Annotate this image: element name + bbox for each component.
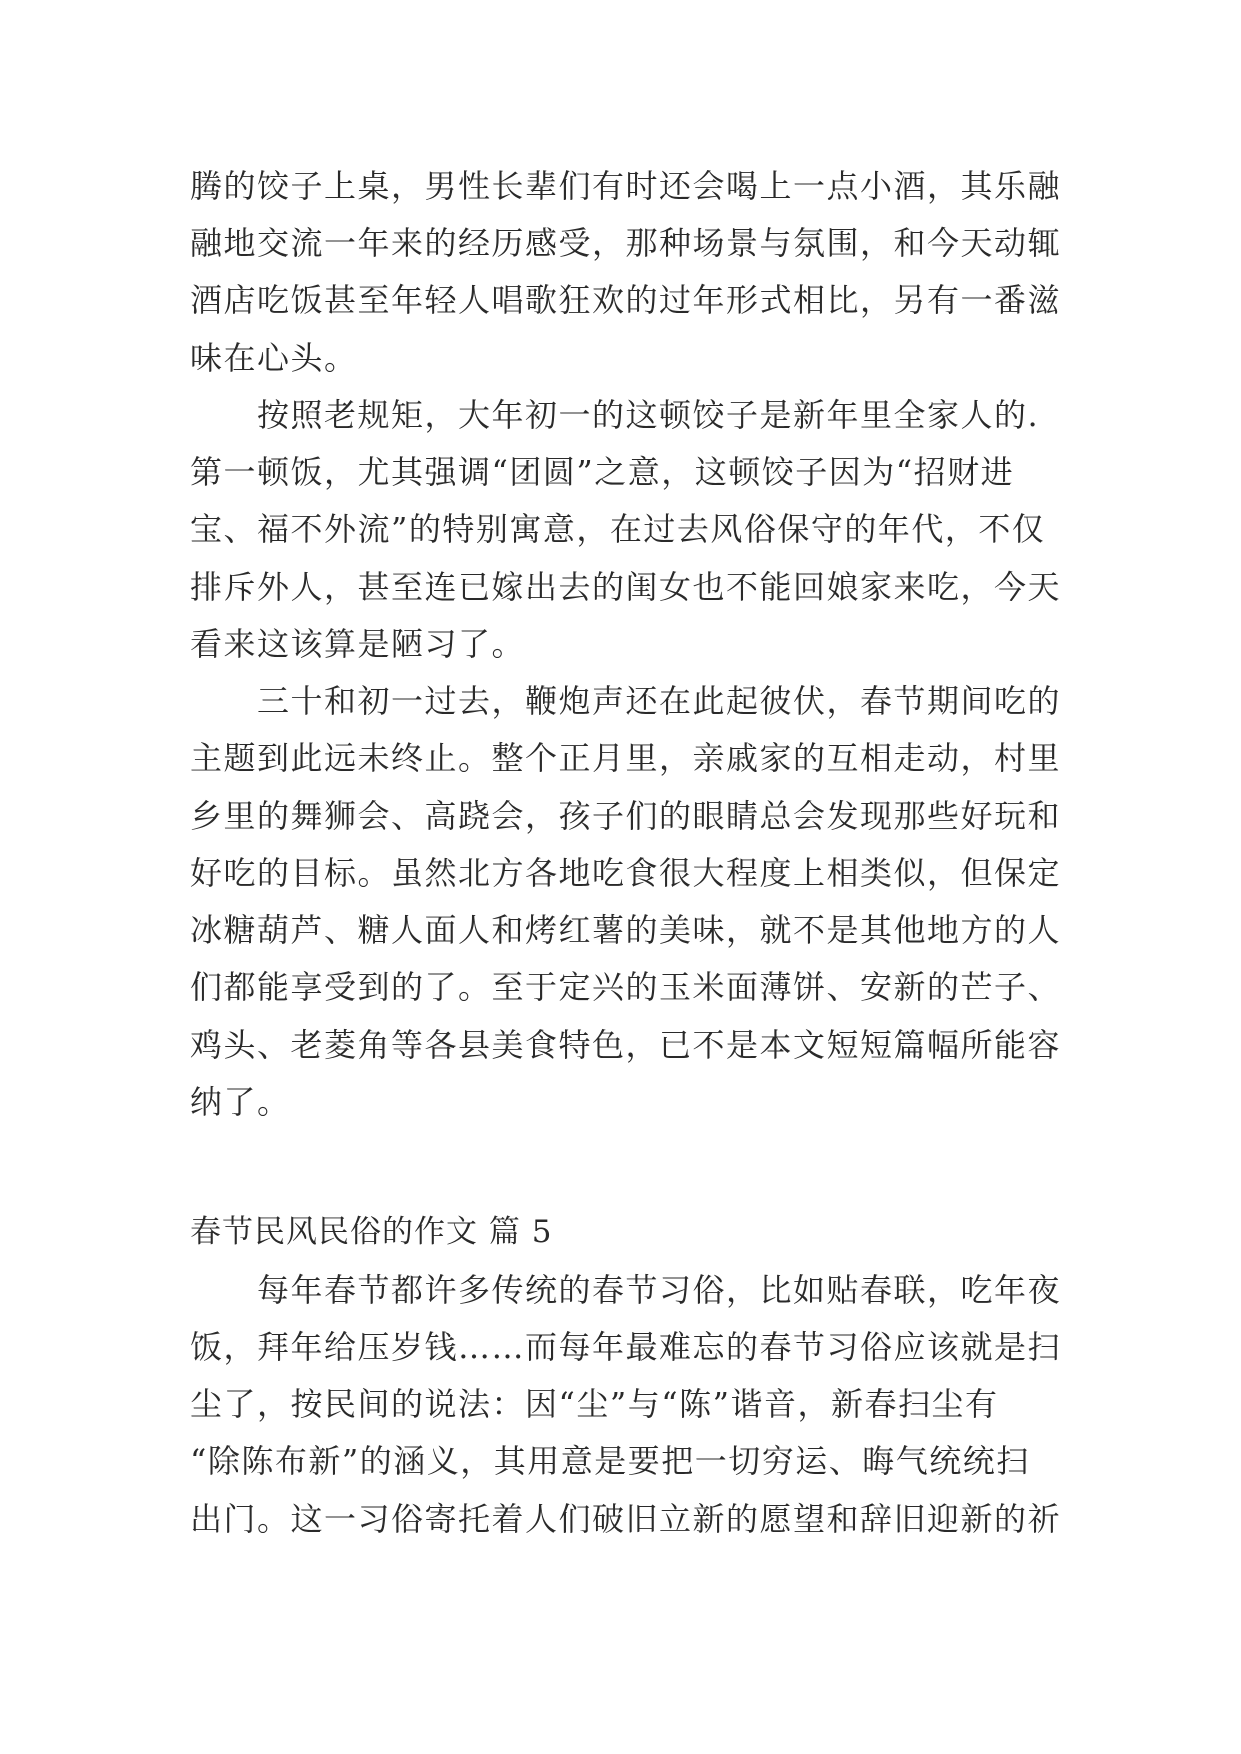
paragraph-line: 第一顿饭，尤其强调“团圆”之意，这顿饺子因为“招财进 [190,453,1015,491]
paragraph-line: 看来这该算是陋习了。 [190,625,526,663]
paragraph-line: 好吃的目标。虽然北方各地吃食很大程度上相类似，但保定 [190,854,1062,892]
paragraph-line: 出门。这一习俗寄托着人们破旧立新的愿望和辞旧迎新的祈 [190,1500,1062,1538]
section-heading: 春节民风民俗的作文 篇 5 [190,1214,553,1250]
paragraph-line: 每年春节都许多传统的春节习俗，比如贴春联，吃年夜 [257,1271,1062,1309]
paragraph-line: 腾的饺子上桌，男性长辈们有时还会喝上一点小酒，其乐融 [190,167,1062,205]
paragraph-line: 排斥外人，甚至连已嫁出去的闺女也不能回娘家来吃，今天 [190,568,1062,606]
paragraph-line: 主题到此远未终止。整个正月里，亲戚家的互相走动，村里 [190,739,1062,777]
paragraph-line: 宝、福不外流”的特别寓意，在过去风俗保守的年代，不仅 [190,510,1046,548]
paragraph-line: 酒店吃饭甚至年轻人唱歌狂欢的过年形式相比，另有一番滋 [190,281,1062,319]
paragraph-line: 三十和初一过去，鞭炮声还在此起彼伏，春节期间吃的 [257,682,1062,720]
paragraph-line: “除陈布新”的涵义，其用意是要把一切穷运、晦气统统扫 [190,1442,1030,1480]
paragraph-line: 鸡头、老菱角等各县美食特色，已不是本文短短篇幅所能容 [190,1026,1062,1064]
paragraph-line: 们都能享受到的了。至于定兴的玉米面薄饼、安新的芒子、 [190,968,1062,1006]
paragraph-line: 饭，拜年给压岁钱……而每年最难忘的春节习俗应该就是扫 [190,1328,1062,1366]
paragraph-line: 冰糖葫芦、糖人面人和烤红薯的美味，就不是其他地方的人 [190,911,1062,949]
paragraph-line: 按照老规矩，大年初一的这顿饺子是新年里全家人的. [257,396,1040,434]
paragraph-line: 乡里的舞狮会、高跷会，孩子们的眼睛总会发现那些好玩和 [190,797,1062,835]
paragraph-line: 味在心头。 [190,339,358,377]
paragraph-line: 尘了，按民间的说法：因“尘”与“陈”谐音，新春扫尘有 [190,1385,999,1423]
paragraph-line: 纳了。 [190,1083,291,1121]
paragraph-line: 融地交流一年来的经历感受，那种场景与氛围，和今天动辄 [190,224,1062,262]
